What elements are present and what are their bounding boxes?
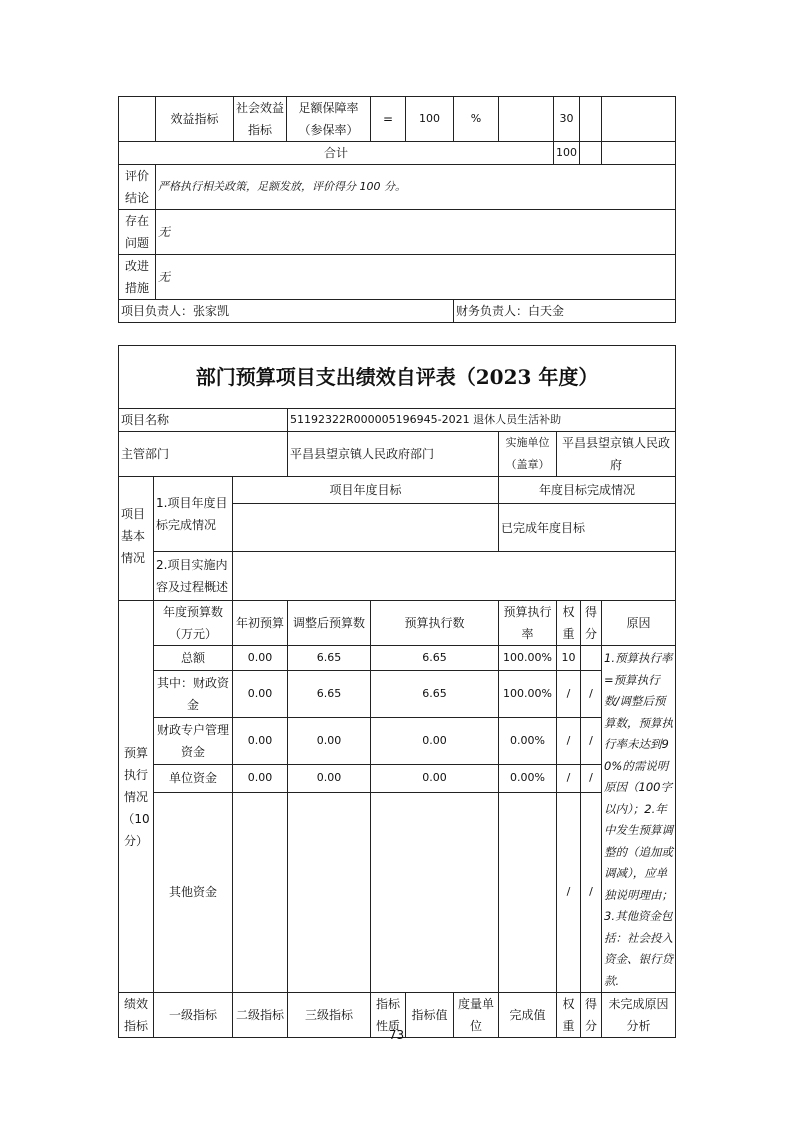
page-title: 部门预算项目支出绩效自评表（2023 年度） <box>119 346 676 409</box>
goals-text <box>233 504 499 552</box>
budget-header-score: 得分 <box>581 601 602 646</box>
perf-header-level3: 三级指标 <box>288 993 371 1038</box>
project-name-label: 项目名称 <box>119 409 288 432</box>
budget-score <box>581 646 602 671</box>
budget-adjusted: 6.65 <box>288 670 371 718</box>
completion-text: 已完成年度目标 <box>499 504 676 552</box>
budget-row-label: 总额 <box>154 646 233 671</box>
process-row <box>119 552 676 601</box>
evaluation-row <box>119 165 676 210</box>
budget-weight: / <box>557 718 581 764</box>
budget-weight: / <box>557 670 581 718</box>
budget-row <box>119 764 676 792</box>
budget-reason-note: 1.预算执行率=预算执行数/调整后预算数，预算执行率未达到90%的需说明原因（100字以内）；2.年中发生预算调整的（追加或调减），应单独说明理由；3.其他资金包括：社会投入资金、银行贷款. <box>602 646 676 993</box>
budget-executed <box>371 792 499 992</box>
completion-header: 年度目标完成情况 <box>499 477 676 504</box>
problems-text: 无 <box>156 210 676 255</box>
evaluation-label: 评价结论 <box>119 165 156 210</box>
goals-label: 1.项目年度目标完成情况 <box>154 477 233 552</box>
budget-adjusted: 0.00 <box>288 718 371 764</box>
budget-score: / <box>581 764 602 792</box>
budget-executed: 6.65 <box>371 646 499 671</box>
process-text <box>233 552 676 601</box>
budget-row <box>119 670 676 718</box>
budget-row-label: 财政专户管理资金 <box>154 718 233 764</box>
signature-row <box>119 300 676 323</box>
perf-header-category: 绩效指标 <box>119 993 154 1038</box>
project-lead: 项目负责人：张家凯 <box>119 300 454 323</box>
problems-label: 存在问题 <box>119 210 156 255</box>
budget-score: / <box>581 718 602 764</box>
implementing-unit-value: 平昌县望京镇人民政府 <box>557 432 676 477</box>
budget-initial: 0.00 <box>233 646 288 671</box>
perf-header-level2: 二级指标 <box>233 993 288 1038</box>
budget-row-label: 单位资金 <box>154 764 233 792</box>
previous-performance-table <box>118 96 676 323</box>
budget-row <box>119 792 676 992</box>
budget-adjusted: 0.00 <box>288 764 371 792</box>
budget-header-executed: 预算执行数 <box>371 601 499 646</box>
budget-adjusted <box>288 792 371 992</box>
perf-header-nature: 指标性质 <box>371 993 406 1038</box>
improvements-row <box>119 255 676 300</box>
budget-header-adjusted: 调整后预算数 <box>288 601 371 646</box>
level2-indicator: 社会效益指标 <box>234 97 287 142</box>
budget-executed: 6.65 <box>371 670 499 718</box>
perf-header-unit: 度量单位 <box>454 993 499 1038</box>
indicator-score <box>580 97 602 142</box>
indicator-reason <box>602 97 676 142</box>
department-value: 平昌县望京镇人民政府部门 <box>288 432 499 477</box>
improvements-label: 改进措施 <box>119 255 156 300</box>
basic-info-label: 项目基本情况 <box>119 477 154 601</box>
total-row <box>119 142 676 165</box>
budget-row-label: 其他资金 <box>154 792 233 992</box>
total-reason <box>602 142 676 165</box>
page-number: 73 <box>388 1028 405 1042</box>
problems-row <box>119 210 676 255</box>
improvements-text: 无 <box>156 255 676 300</box>
budget-rate: 100.00% <box>499 646 557 671</box>
total-score <box>580 142 602 165</box>
title-row <box>119 346 676 409</box>
budget-header-weight: 权重 <box>557 601 581 646</box>
budget-section-label: 预算执行情况（10分） <box>119 601 154 993</box>
total-weight: 100 <box>554 142 580 165</box>
project-name-row <box>119 409 676 432</box>
department-row <box>119 432 676 477</box>
completed-value <box>499 97 554 142</box>
perf-header-value: 指标值 <box>406 993 454 1038</box>
indicator-category-cell <box>119 97 156 142</box>
indicator-nature: = <box>371 97 406 142</box>
budget-header-initial: 年初预算 <box>233 601 288 646</box>
budget-rate: 0.00% <box>499 764 557 792</box>
budget-header-rate: 预算执行率 <box>499 601 557 646</box>
budget-initial: 0.00 <box>233 764 288 792</box>
process-label: 2.项目实施内容及过程概述 <box>154 552 233 601</box>
total-label: 合计 <box>119 142 554 165</box>
budget-weight: 10 <box>557 646 581 671</box>
budget-row-label: 其中：财政资金 <box>154 670 233 718</box>
perf-header-weight: 权重 <box>557 993 581 1038</box>
evaluation-text: 严格执行相关政策，足额发放，评价得分 100 分。 <box>156 165 676 210</box>
level1-indicator: 效益指标 <box>156 97 234 142</box>
performance-self-evaluation-table <box>118 345 676 1038</box>
budget-score: / <box>581 670 602 718</box>
perf-header-level1: 一级指标 <box>154 993 233 1038</box>
budget-rate: 100.00% <box>499 670 557 718</box>
indicator-weight: 30 <box>554 97 580 142</box>
budget-row <box>119 718 676 764</box>
budget-weight: / <box>557 792 581 992</box>
budget-rate: 0.00% <box>499 718 557 764</box>
indicator-value: 100 <box>406 97 454 142</box>
budget-executed: 0.00 <box>371 764 499 792</box>
finance-lead: 财务负责人：白天金 <box>454 300 676 323</box>
budget-header-row <box>119 601 676 646</box>
budget-executed: 0.00 <box>371 718 499 764</box>
budget-initial <box>233 792 288 992</box>
goals-header: 项目年度目标 <box>233 477 499 504</box>
department-label: 主管部门 <box>119 432 288 477</box>
indicator-unit: % <box>454 97 499 142</box>
perf-header-reason: 未完成原因分析 <box>602 993 676 1038</box>
budget-header-annual: 年度预算数（万元） <box>154 601 233 646</box>
level3-indicator: 足额保障率（参保率） <box>287 97 371 142</box>
budget-weight: / <box>557 764 581 792</box>
project-name-value: 51192322R000005196945-2021 退休人员生活补助 <box>288 409 676 432</box>
perf-header-score: 得分 <box>581 993 602 1038</box>
benefit-indicator-row <box>119 97 676 142</box>
budget-rate <box>499 792 557 992</box>
perf-header-completed: 完成值 <box>499 993 557 1038</box>
implementing-unit-label: 实施单位（盖章） <box>499 432 557 477</box>
budget-row <box>119 646 676 671</box>
budget-header-reason: 原因 <box>602 601 676 646</box>
budget-adjusted: 6.65 <box>288 646 371 671</box>
budget-initial: 0.00 <box>233 718 288 764</box>
goals-header-row <box>119 477 676 504</box>
budget-initial: 0.00 <box>233 670 288 718</box>
budget-score: / <box>581 792 602 992</box>
